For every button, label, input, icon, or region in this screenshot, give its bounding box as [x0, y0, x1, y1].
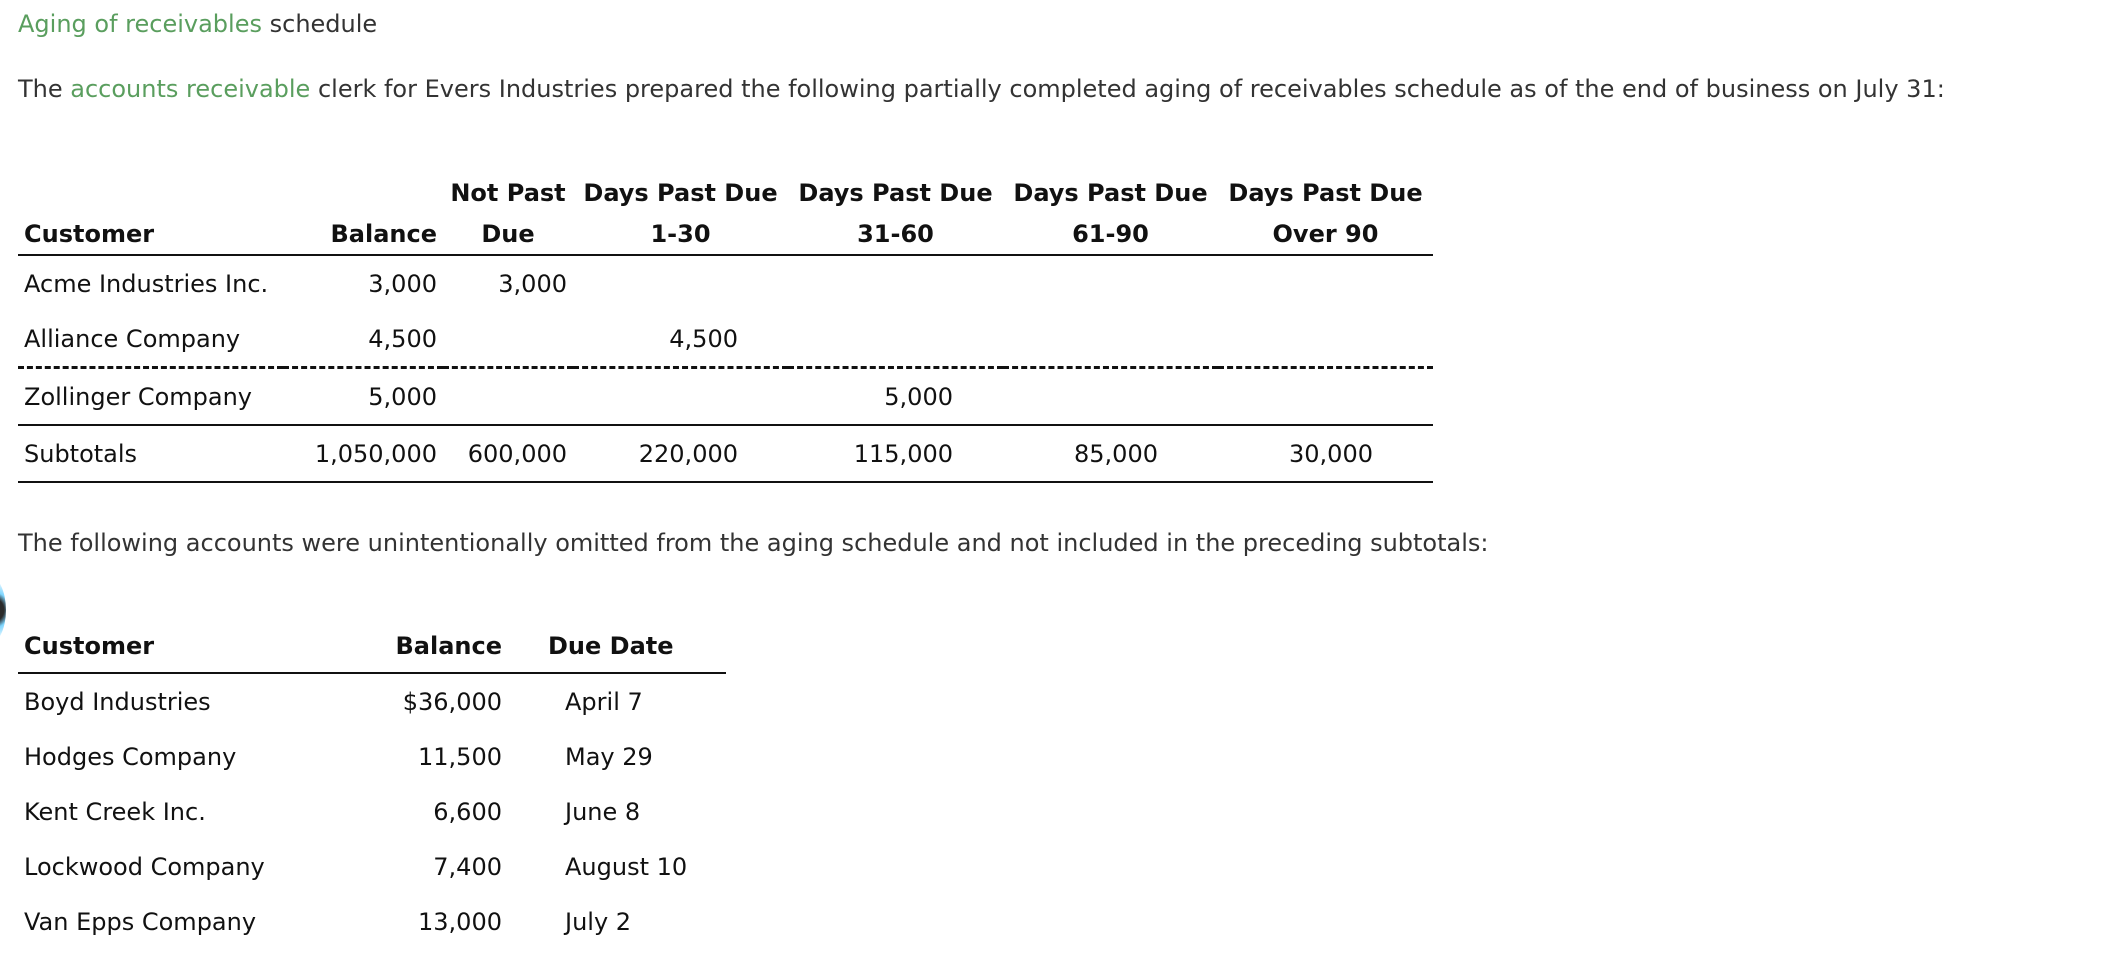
header-due: Due — [443, 214, 573, 255]
balance-cell: 4,500 — [283, 311, 443, 368]
header-61-90: 61-90 — [1003, 214, 1218, 255]
customer-cell: Alliance Company — [18, 311, 283, 368]
days-31-60-cell — [788, 311, 1003, 368]
days-over-90-cell — [1218, 255, 1433, 311]
header-due-date: Due Date — [508, 620, 726, 673]
header-row-2 — [18, 214, 1433, 255]
aging-schedule-table — [18, 172, 1433, 483]
days-1-30-cell — [573, 368, 788, 426]
customer-cell: Zollinger Company — [18, 368, 283, 426]
header-balance: Balance — [283, 214, 443, 255]
balance-cell: 3,000 — [368, 269, 437, 298]
due-date-cell: June 8 — [565, 797, 641, 826]
subtotals-row — [18, 425, 1433, 482]
header-cell — [283, 172, 443, 214]
header-balance: Balance — [358, 620, 508, 673]
header-customer: Customer — [18, 620, 358, 673]
table-row — [18, 894, 726, 949]
balance-cell: 5,000 — [283, 368, 443, 426]
not-past-due-cell: 3,000 — [498, 269, 567, 298]
table-row — [18, 784, 726, 839]
header-31-60: 31-60 — [788, 214, 1003, 255]
customer-cell: Lockwood Company — [24, 852, 265, 881]
days-31-60-cell: 5,000 — [788, 368, 1003, 426]
days-61-90-cell — [1003, 255, 1218, 311]
intro-text-before: The — [18, 75, 71, 103]
header-not-past: Not Past — [450, 179, 566, 207]
header-days-past-due: Days Past Due — [1013, 179, 1208, 207]
table-row — [18, 839, 726, 894]
floating-widget-edge-icon[interactable] — [0, 575, 6, 645]
days-61-90-cell — [1003, 368, 1218, 426]
accounts-receivable-link[interactable]: accounts receivable — [70, 75, 311, 103]
header-1-30: 1-30 — [573, 214, 788, 255]
balance-cell: 7,400 — [433, 852, 502, 881]
omitted-accounts-table — [18, 620, 726, 949]
subtotal-balance: 1,050,000 — [283, 425, 443, 482]
header-days-past-due: Days Past Due — [1228, 179, 1423, 207]
header-row-1 — [18, 172, 1433, 214]
balance-cell: $36,000 — [402, 687, 502, 716]
subtotal-31-60: 115,000 — [788, 425, 1003, 482]
balance-cell: 13,000 — [418, 907, 502, 936]
due-date-cell: August 10 — [565, 852, 688, 881]
days-61-90-cell — [1003, 311, 1218, 368]
due-date-cell: July 2 — [565, 907, 632, 936]
customer-cell: Acme Industries Inc. — [24, 269, 269, 298]
days-over-90-cell — [1218, 368, 1433, 426]
days-1-30-cell: 4,500 — [573, 311, 788, 368]
header-customer: Customer — [18, 214, 283, 255]
subtotal-61-90: 85,000 — [1003, 425, 1218, 482]
due-date-cell: May 29 — [565, 742, 653, 771]
header-over-90: Over 90 — [1218, 214, 1433, 255]
omitted-accounts-paragraph: The following accounts were unintentionally omitted from the aging schedule and not included in the preceding subtotals: — [18, 529, 1489, 557]
days-1-30-cell — [573, 255, 788, 311]
balance-cell: 6,600 — [433, 797, 502, 826]
title-rest: schedule — [261, 10, 378, 38]
table-row — [18, 255, 1433, 311]
customer-cell: Boyd Industries — [24, 687, 211, 716]
not-past-due-cell — [443, 311, 573, 368]
balance-cell: 11,500 — [418, 742, 502, 771]
subtotal-1-30: 220,000 — [573, 425, 788, 482]
intro-paragraph — [18, 74, 1945, 104]
days-31-60-cell — [788, 255, 1003, 311]
subtotal-over-90: 30,000 — [1218, 425, 1433, 482]
table-row — [18, 368, 1433, 426]
intro-text-after: clerk for Evers Industries prepared the following partially completed aging of receivables schedule as of the end of business on July 31: — [310, 75, 1945, 103]
subtotal-not-past-due: 600,000 — [443, 425, 573, 482]
table-row — [18, 673, 726, 729]
header-cell — [18, 172, 283, 214]
customer-cell: Kent Creek Inc. — [24, 797, 206, 826]
customer-cell: Hodges Company — [24, 742, 237, 771]
not-past-due-cell — [443, 368, 573, 426]
days-over-90-cell — [1218, 311, 1433, 368]
header-days-past-due: Days Past Due — [583, 179, 778, 207]
aging-of-receivables-link[interactable]: Aging of receivables — [18, 10, 262, 38]
page-title — [18, 9, 377, 39]
table-row — [18, 311, 1433, 368]
header-days-past-due: Days Past Due — [798, 179, 993, 207]
header-row — [18, 620, 726, 673]
subtotals-label: Subtotals — [18, 425, 283, 482]
table-row — [18, 729, 726, 784]
customer-cell: Van Epps Company — [24, 907, 257, 936]
due-date-cell: April 7 — [565, 687, 643, 716]
